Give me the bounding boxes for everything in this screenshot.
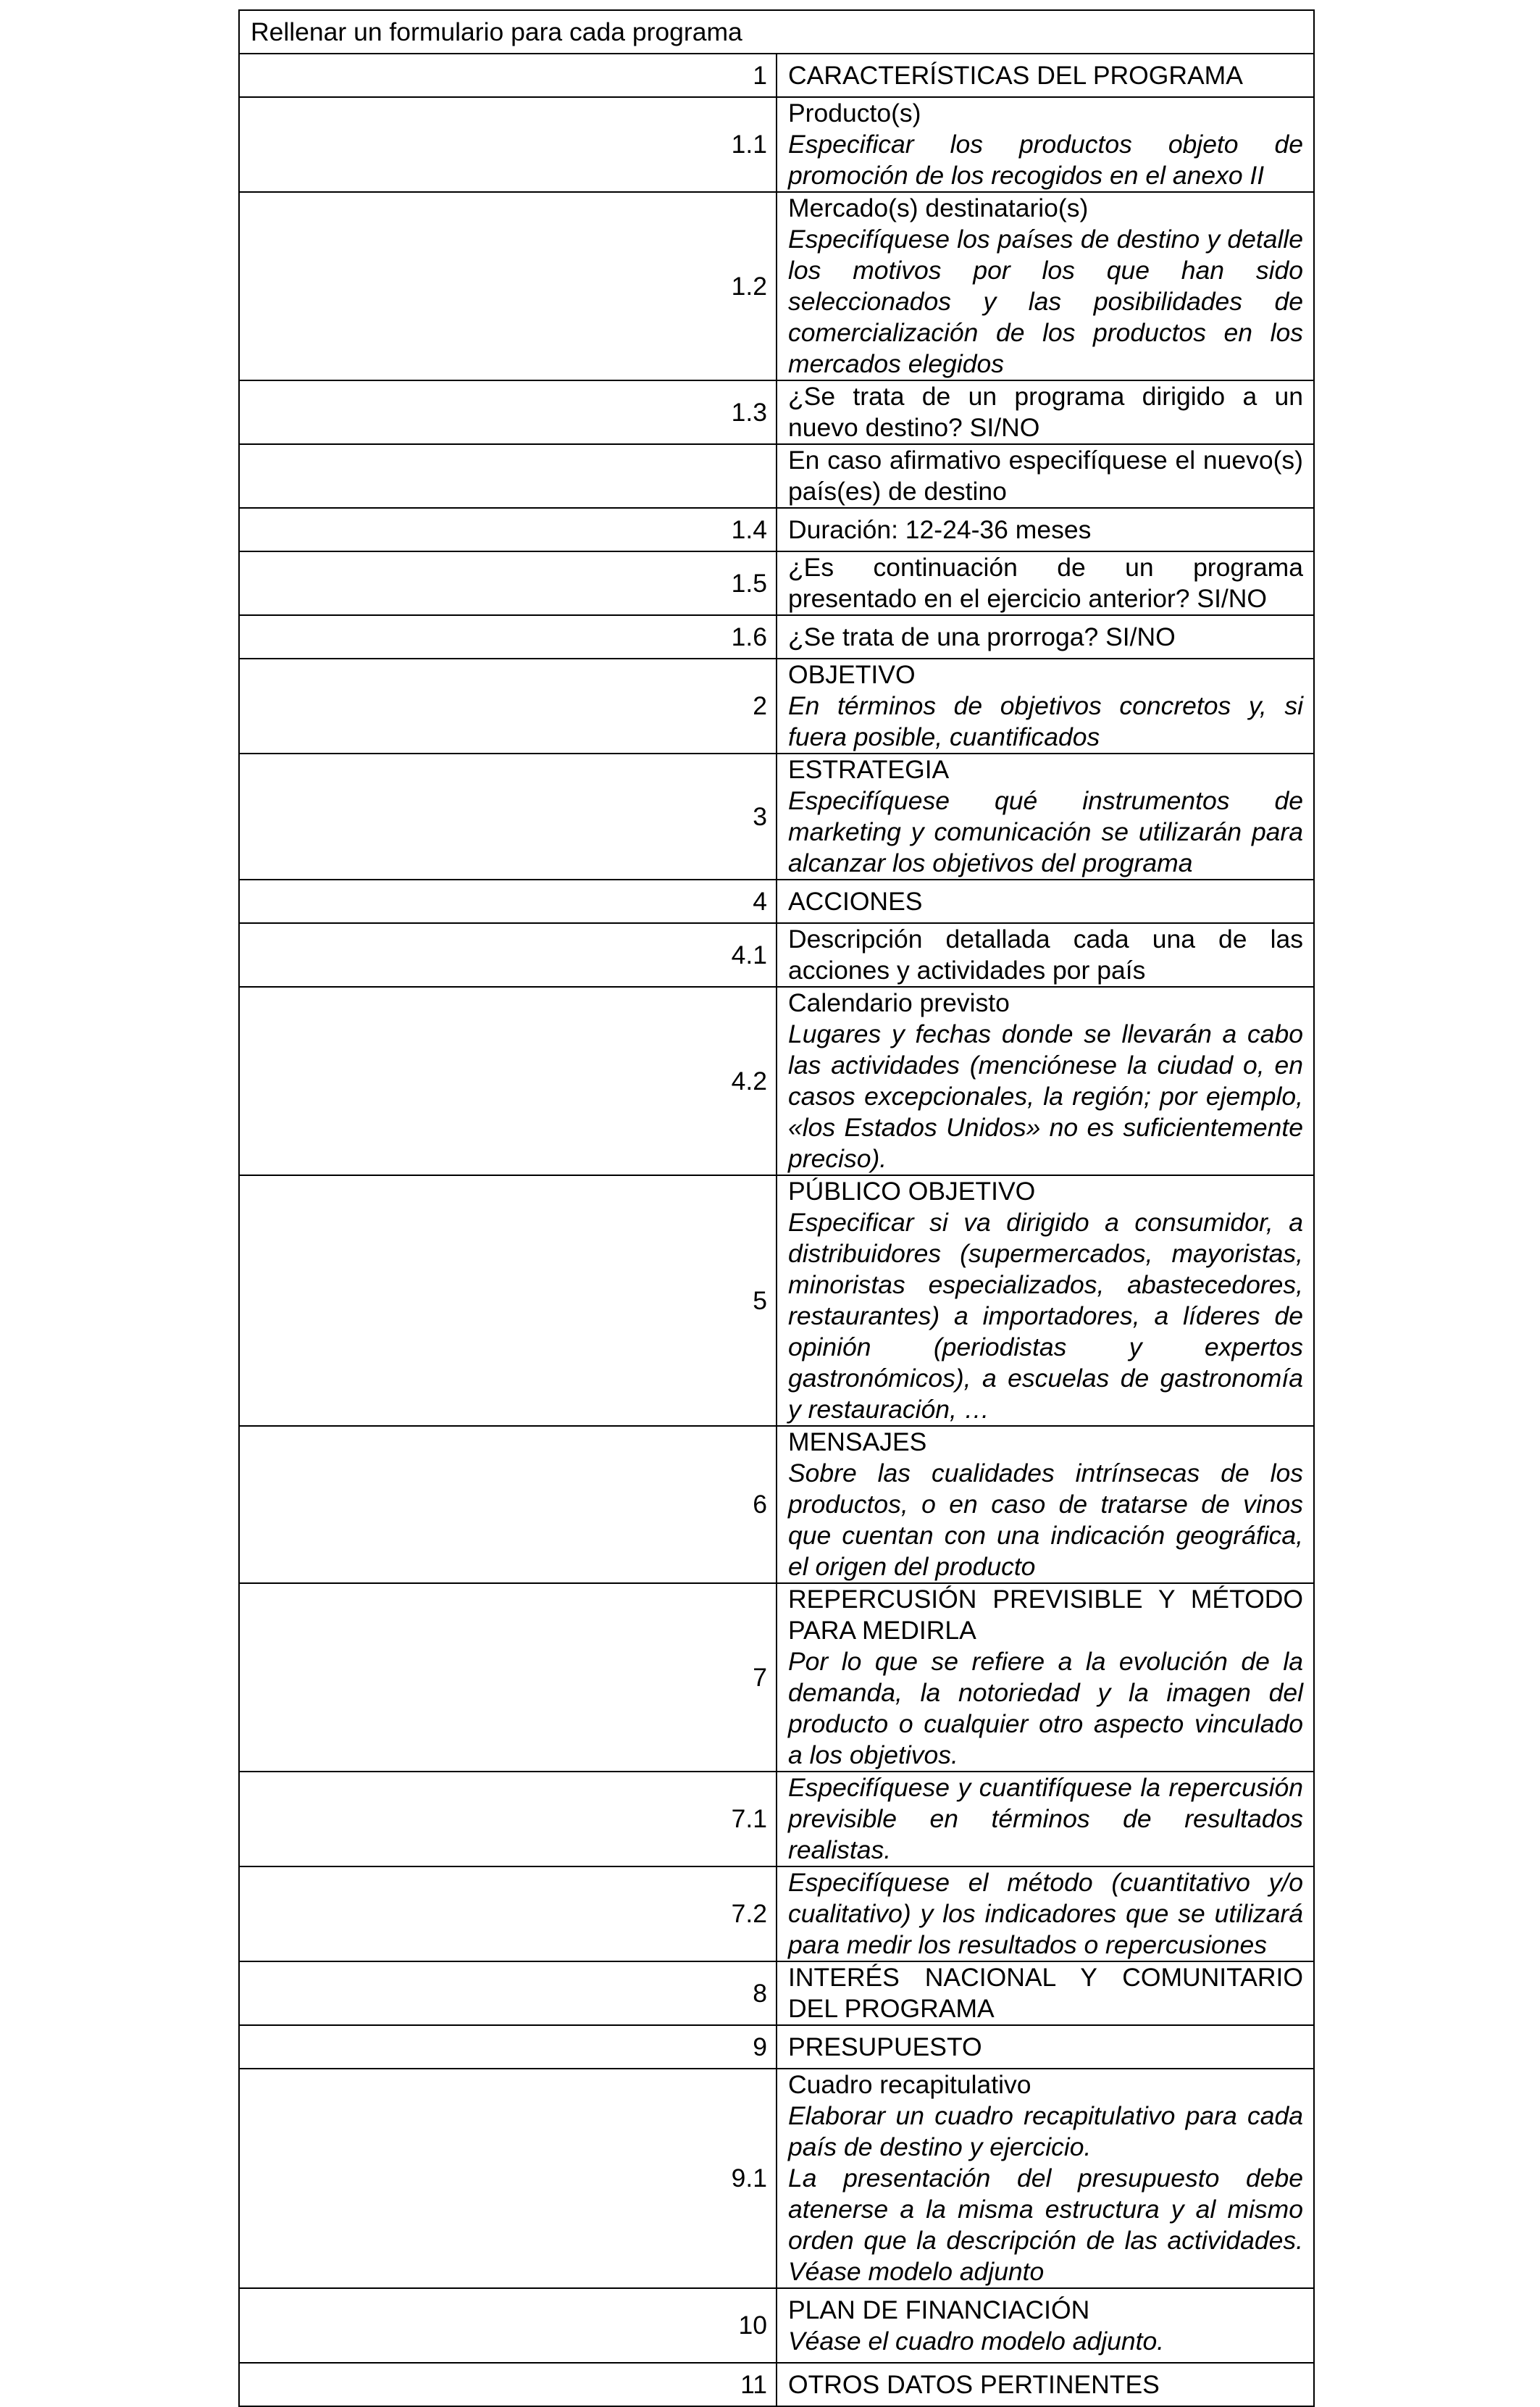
section-title: Mercado(s) destinatario(s) — [788, 193, 1089, 222]
section-number: 9.1 — [239, 2069, 777, 2288]
form-instruction: Rellenar un formulario para cada programa — [239, 10, 1314, 54]
section-cell — [777, 1772, 1314, 1866]
section-number: 8 — [239, 1961, 777, 2025]
section-title: MENSAJES — [788, 1427, 927, 1456]
section-cell — [777, 1961, 1314, 2025]
section-title: Producto(s) — [788, 99, 921, 128]
table-row — [239, 380, 1314, 444]
section-cell — [777, 551, 1314, 615]
section-number: 1.4 — [239, 508, 777, 551]
section-title: CARACTERÍSTICAS DEL PROGRAMA — [788, 60, 1243, 90]
section-title: ¿Es continuación de un programa presentado en el ejercicio anterior? SI/NO — [788, 553, 1303, 613]
section-cell — [777, 508, 1314, 551]
table-row — [239, 444, 1314, 508]
section-title: OTROS DATOS PERTINENTES — [788, 2369, 1160, 2399]
section-cell — [777, 54, 1314, 97]
section-number: 1 — [239, 54, 777, 97]
table-row — [239, 987, 1314, 1175]
table-row — [239, 2363, 1314, 2406]
section-number: 1.1 — [239, 97, 777, 192]
section-title: Descripción detallada cada una de las acciones y actividades por país — [788, 925, 1303, 985]
section-number: 1.2 — [239, 192, 777, 380]
section-note: Lugares y fechas donde se llevarán a cabo las actividades (menciónese la ciudad o, en casos excepcionales, la región; por ejemplo, «los Estados Unidos» no es suficientemente preciso). — [788, 1019, 1303, 1173]
section-cell — [777, 987, 1314, 1175]
section-cell — [777, 444, 1314, 508]
section-note: Especifíquese qué instrumentos de marketing y comunicación se utilizarán para alcanzar los objetivos del programa — [788, 786, 1303, 877]
section-note: Sobre las cualidades intrínsecas de los productos, o en caso de tratarse de vinos que cuentan con una indicación geográfica, el origen del producto — [788, 1459, 1303, 1581]
section-cell — [777, 923, 1314, 987]
table-row — [239, 1175, 1314, 1426]
section-note: Especifíquese el método (cuantitativo y/o cualitativo) y los indicadores que se utilizará para medir los resultados o repercusiones — [788, 1868, 1303, 1959]
section-title: Cuadro recapitulativo — [788, 2070, 1031, 2099]
table-row — [239, 1583, 1314, 1772]
section-number: 7.1 — [239, 1772, 777, 1866]
section-number: 1.5 — [239, 551, 777, 615]
section-title: ESTRATEGIA — [788, 755, 950, 784]
section-number: 11 — [239, 2363, 777, 2406]
section-cell — [777, 2069, 1314, 2288]
section-cell — [777, 1583, 1314, 1772]
table-row — [239, 2288, 1314, 2363]
section-title: Duración: 12-24-36 meses — [788, 514, 1092, 544]
table-row — [239, 192, 1314, 380]
table-row — [239, 2069, 1314, 2288]
section-title: PRESUPUESTO — [788, 2032, 982, 2061]
section-number: 2 — [239, 659, 777, 754]
section-number: 4.2 — [239, 987, 777, 1175]
section-title: Calendario previsto — [788, 988, 1010, 1017]
section-note: Especifíquese y cuantifíquese la repercusión previsible en términos de resultados realistas. — [788, 1773, 1303, 1864]
section-cell — [777, 1866, 1314, 1961]
table-row — [239, 508, 1314, 551]
table-row — [239, 923, 1314, 987]
table-header-row — [239, 10, 1314, 54]
section-number: 1.6 — [239, 615, 777, 659]
section-title: REPERCUSIÓN PREVISIBLE Y MÉTODO PARA MEDIRLA — [788, 1585, 1303, 1645]
section-number — [239, 444, 777, 508]
section-cell — [777, 754, 1314, 880]
section-number: 6 — [239, 1426, 777, 1583]
section-number: 4.1 — [239, 923, 777, 987]
section-cell — [777, 97, 1314, 192]
section-cell — [777, 192, 1314, 380]
section-note: Véase el cuadro modelo adjunto. — [788, 2326, 1165, 2356]
section-note: Por lo que se refiere a la evolución de la demanda, la notoriedad y la imagen del producto o cualquier otro aspecto vinculado a los objetivos. — [788, 1647, 1303, 1769]
section-cell — [777, 880, 1314, 923]
table-row — [239, 2025, 1314, 2069]
section-note: En términos de objetivos concretos y, si fuera posible, cuantificados — [788, 691, 1303, 751]
table-row — [239, 54, 1314, 97]
section-note: Especificar los productos objeto de promoción de los recogidos en el anexo II — [788, 130, 1303, 190]
section-number: 5 — [239, 1175, 777, 1426]
section-cell — [777, 2288, 1314, 2363]
table-row — [239, 754, 1314, 880]
section-cell — [777, 1426, 1314, 1583]
table-row — [239, 1961, 1314, 2025]
section-number: 7 — [239, 1583, 777, 1772]
table-row — [239, 1866, 1314, 1961]
program-form-table — [238, 9, 1315, 2407]
section-cell — [777, 1175, 1314, 1426]
section-title: En caso afirmativo especifíquese el nuevo(s) país(es) de destino — [788, 446, 1303, 506]
section-cell — [777, 2025, 1314, 2069]
section-title: OBJETIVO — [788, 660, 916, 689]
section-number: 9 — [239, 2025, 777, 2069]
table-row — [239, 1772, 1314, 1866]
section-number: 1.3 — [239, 380, 777, 444]
section-cell — [777, 380, 1314, 444]
section-title: ¿Se trata de una prorroga? SI/NO — [788, 622, 1176, 651]
table-row — [239, 880, 1314, 923]
section-title: PLAN DE FINANCIACIÓN — [788, 2295, 1090, 2324]
section-title: ¿Se trata de un programa dirigido a un nuevo destino? SI/NO — [788, 382, 1303, 442]
table-row — [239, 1426, 1314, 1583]
section-note: Elaborar un cuadro recapitulativo para cada país de destino y ejercicio. — [788, 2101, 1303, 2161]
section-note-extra: La presentación del presupuesto debe atenerse a la misma estructura y al mismo orden que la descripción de las actividades. Véase modelo adjunto — [788, 2164, 1303, 2286]
table-row — [239, 659, 1314, 754]
section-title: ACCIONES — [788, 886, 923, 916]
section-title: PÚBLICO OBJETIVO — [788, 1177, 1036, 1206]
section-number: 4 — [239, 880, 777, 923]
section-number: 10 — [239, 2288, 777, 2363]
table-row — [239, 551, 1314, 615]
section-number: 3 — [239, 754, 777, 880]
table-row — [239, 615, 1314, 659]
table-row — [239, 97, 1314, 192]
section-note: Especifíquese los países de destino y detalle los motivos por los que han sido seleccionados y las posibilidades de comercialización de los productos en los mercados elegidos — [788, 225, 1303, 378]
section-cell — [777, 659, 1314, 754]
section-note: Especificar si va dirigido a consumidor, a distribuidores (supermercados, mayoristas, minoristas especializados, abastecedores, restaurantes) a importadores, a líderes de opinión (periodistas y expertos gastronómicos), a escuelas de gastronomía y restauración, … — [788, 1208, 1303, 1424]
section-cell — [777, 2363, 1314, 2406]
section-cell — [777, 615, 1314, 659]
section-title: INTERÉS NACIONAL Y COMUNITARIO DEL PROGRAMA — [788, 1963, 1303, 2023]
section-number: 7.2 — [239, 1866, 777, 1961]
